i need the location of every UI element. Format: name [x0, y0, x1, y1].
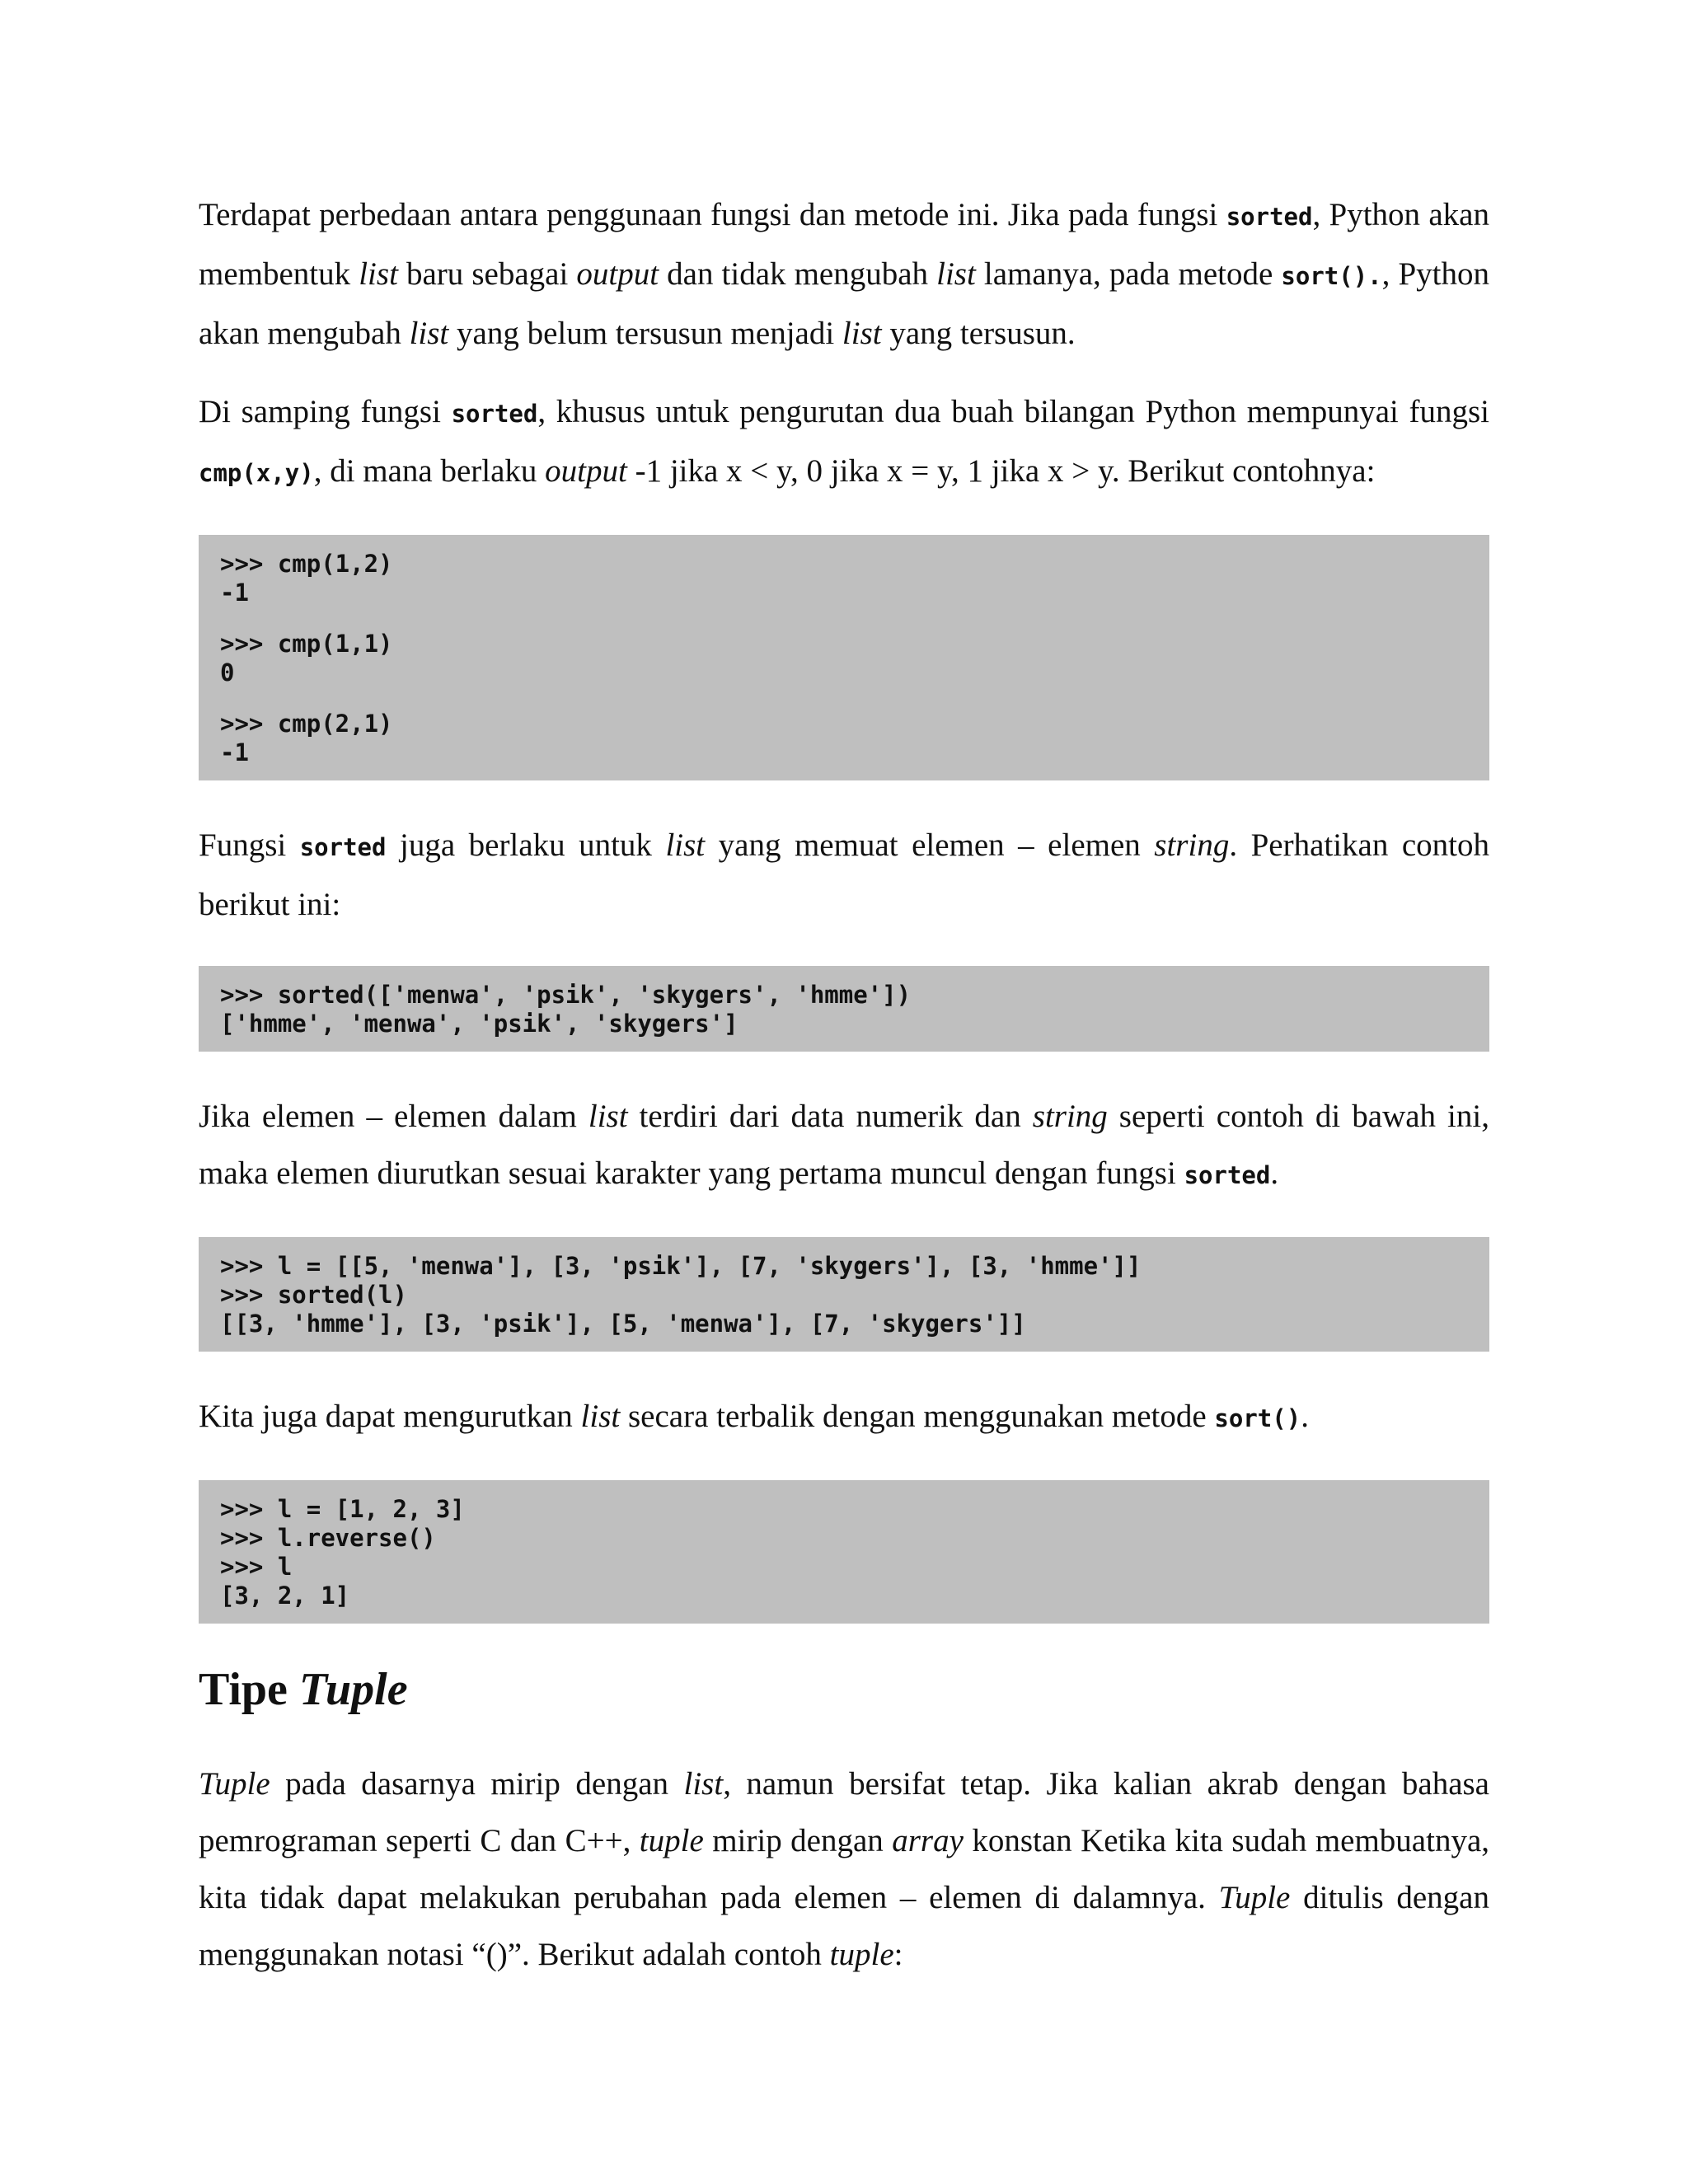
paragraph-tuple-intro: Tuple pada dasarnya mirip dengan list, namun bersifat tetap. Jika kalian akrab dengan bahasa pemrograman seperti C dan C++, tuple mirip dengan array konstan Ketika kita sudah membuatnya, kita tidak dapat melakukan perubahan pada elemen – elemen di dalamnya. Tuple ditulis dengan menggunakan notasi “()”. Berikut adalah contoh tuple:: [199, 1766, 1490, 1972]
inline-code: sorted: [1184, 1161, 1271, 1189]
inline-code: sort().: [1281, 262, 1382, 290]
emphasis: list: [683, 1766, 724, 1802]
code-block-sorted-strings: [199, 966, 1489, 1052]
emphasis: string: [1154, 827, 1230, 863]
emphasis: list: [842, 316, 882, 351]
inline-code: sorted: [299, 833, 387, 861]
code-line: >>> l: [220, 1553, 293, 1581]
emphasis: tuple: [639, 1823, 704, 1858]
emphasis: output: [576, 256, 659, 292]
code-line: ['hmme', 'menwa', 'psik', 'skygers']: [220, 1010, 738, 1038]
section-heading: Tipe Tuple: [199, 1664, 408, 1715]
emphasis: list: [588, 1099, 628, 1134]
page-content: [199, 186, 1489, 1983]
heading-emphasis: Tuple: [298, 1664, 408, 1715]
paragraph-sorted-vs-sort: Terdapat perbedaan antara penggunaan fungsi dan metode ini. Jika pada fungsi sorted, Python akan membentuk list baru sebagai output dan tidak mengubah list lamanya, pada metode sort()., Python akan mengubah list yang belum tersusun menjadi list yang tersusun.: [199, 197, 1489, 351]
paragraph-reverse: Kita juga dapat mengurutkan list secara terbalik dengan menggunakan metode sort().: [199, 1399, 1309, 1434]
emphasis: Tuple: [1218, 1880, 1291, 1915]
emphasis: output: [545, 453, 627, 489]
emphasis: Tuple: [199, 1766, 270, 1802]
paragraph-sorted-strings: Fungsi sorted juga berlaku untuk list yang memuat elemen – elemen string. Perhatikan contoh berikut ini:: [199, 827, 1490, 922]
emphasis: list: [359, 256, 398, 292]
emphasis: list: [665, 827, 706, 863]
emphasis: list: [936, 256, 976, 292]
inline-code: cmp(x,y): [199, 459, 314, 487]
code-block-cmp: [199, 535, 1489, 780]
code-block-sorted-mixed: [199, 1237, 1489, 1352]
emphasis: list: [409, 316, 449, 351]
code-line: >>> l.reverse(): [220, 1524, 436, 1552]
emphasis: tuple: [829, 1937, 894, 1972]
code-line: [3, 2, 1]: [220, 1582, 350, 1610]
inline-code: sorted: [1226, 203, 1313, 231]
emphasis: string: [1032, 1099, 1108, 1134]
code-line: 0: [220, 658, 235, 687]
code-line: -1: [220, 738, 249, 766]
paragraph-cmp-function: Di samping fungsi sorted, khusus untuk pengurutan dua buah bilangan Python mempunyai fungsi cmp(x,y), di mana berlaku output -1 jika x < y, 0 jika x = y, 1 jika x > y. Berikut contohnya:: [199, 394, 1489, 489]
code-line: -1: [220, 579, 249, 607]
code-line: >>> l = [1, 2, 3]: [220, 1495, 465, 1523]
code-block-reverse: [199, 1480, 1489, 1624]
inline-code: sorted: [451, 400, 538, 428]
code-line: >>> cmp(2,1): [220, 710, 393, 738]
inline-code: sort(): [1214, 1404, 1301, 1432]
emphasis: array: [892, 1823, 964, 1858]
paragraph-sorted-mixed: Jika elemen – elemen dalam list terdiri dari data numerik dan string seperti contoh di bawah ini, maka elemen diurutkan sesuai karakter yang pertama muncul dengan fungsi sorted.: [199, 1099, 1489, 1191]
code-line: >>> cmp(1,2): [220, 550, 393, 578]
code-line: >>> sorted(['menwa', 'psik', 'skygers', 'hmme']): [220, 981, 912, 1009]
emphasis: list: [580, 1399, 621, 1434]
code-line: >>> sorted(l): [220, 1281, 407, 1309]
code-line: [[3, 'hmme'], [3, 'psik'], [5, 'menwa'], [7, 'skygers']]: [220, 1310, 1026, 1338]
code-line: >>> cmp(1,1): [220, 630, 393, 658]
code-line: >>> l = [[5, 'menwa'], [3, 'psik'], [7, 'skygers'], [3, 'hmme']]: [220, 1252, 1142, 1280]
